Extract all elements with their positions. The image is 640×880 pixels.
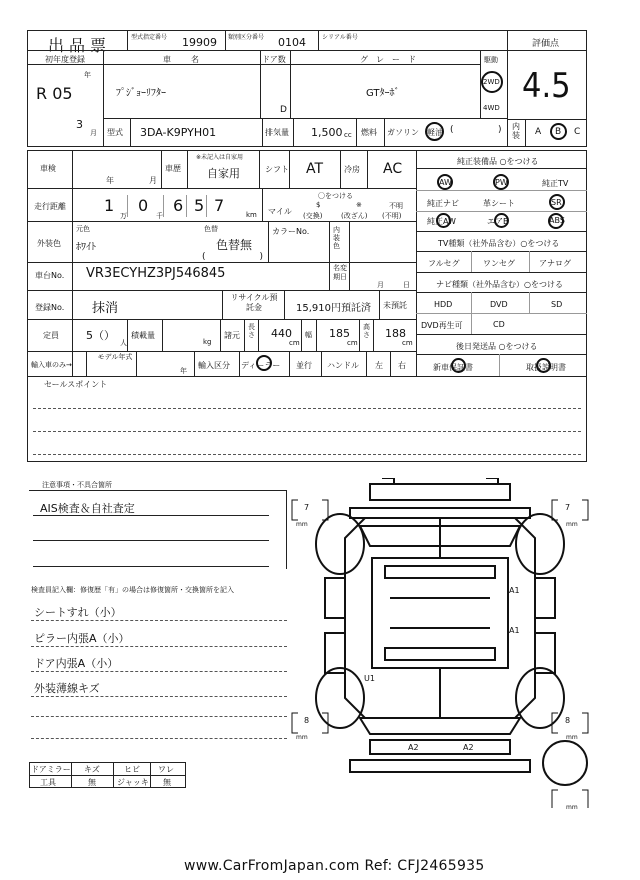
- first-reg-era: R 05: [36, 84, 73, 103]
- use-note: ※未記入は自家用: [196, 154, 244, 161]
- equip-title: 純正装備品 ○をつける: [457, 157, 539, 166]
- displacement-unit: cc: [344, 131, 352, 139]
- equip-aw2: 純正AW: [427, 217, 456, 226]
- tire-rr-mm: mm: [566, 734, 578, 741]
- len-unit: cm: [289, 339, 300, 347]
- grade-b: B: [555, 127, 562, 137]
- tire-rl-mm: mm: [296, 734, 308, 741]
- load-unit: kg: [203, 338, 212, 346]
- tools-r3: ジャッキ: [117, 778, 149, 787]
- shaken-year: 年: [106, 176, 114, 185]
- recycle-label: リサイクル預託金: [230, 293, 278, 312]
- notes-label: 注意事項・不具合箇所: [42, 481, 112, 489]
- sheet-title: 出品票: [48, 36, 112, 55]
- name-change-month: 月: [377, 281, 384, 289]
- grade-value: GTﾀｰﾎﾞ: [366, 88, 400, 99]
- name-change-day: 日: [403, 281, 410, 289]
- displacement-label: 排気量: [265, 128, 289, 137]
- sales-point-label: セールスポイント: [44, 380, 108, 389]
- grade-label: グレード: [360, 55, 424, 64]
- grade-a: A: [535, 127, 542, 137]
- tire-fr-mm: mm: [566, 521, 578, 528]
- use-label: 車歴: [165, 164, 181, 173]
- fuel-value: ガソリン: [387, 128, 419, 137]
- parallel-option: 並行: [296, 361, 312, 370]
- tv-analog: アナログ: [539, 259, 571, 268]
- shaken-month: 月: [149, 176, 157, 185]
- model-value: 3DA-K9PYH01: [140, 126, 217, 139]
- handle-right: 右: [398, 361, 406, 370]
- first-reg-label: 初年度登録: [45, 55, 85, 64]
- mileage-d3: 6: [173, 196, 184, 215]
- equip-airbag: エアB: [487, 217, 509, 226]
- km-unit: km: [246, 211, 257, 219]
- navi-cd: CD: [493, 320, 505, 329]
- score-label: 評価点: [532, 39, 560, 49]
- wid-value: 185: [329, 327, 350, 340]
- inspector-item-4: 外装薄線キズ: [34, 682, 100, 695]
- interior-color-label: 内装色: [333, 226, 340, 250]
- unknown-sub: (不明): [382, 212, 402, 220]
- first-reg-month: 3: [76, 118, 83, 131]
- use-value: 自家用: [207, 167, 240, 180]
- hgt-label: 高さ: [363, 323, 370, 339]
- ext-color-label: 外装色: [37, 239, 61, 248]
- navi-hdd: HDD: [434, 300, 453, 309]
- equip-sr-circle: [549, 194, 565, 210]
- tire-fl-mm: mm: [296, 521, 308, 528]
- navi-sd: SD: [551, 300, 563, 309]
- drive-2wd: 2WD: [483, 78, 500, 86]
- inspector-item-2: ピラー内張A（小）: [34, 632, 130, 645]
- equip-navi: 純正ナビ: [427, 199, 459, 208]
- navi-title: ナビ種類（社外品含む）○をつける: [436, 280, 563, 289]
- vin-label: 車台No.: [35, 271, 65, 280]
- model-year-label: モデル年式: [97, 353, 133, 361]
- recycle-unpaid: 未預託: [383, 301, 407, 310]
- tamper-label: 〇をつける: [318, 192, 353, 200]
- mileage-d4: 5: [194, 196, 205, 215]
- color-change-value: 色替無: [216, 238, 253, 252]
- mark-a2-right: A2: [463, 743, 474, 752]
- score-value: 4.5: [522, 66, 571, 106]
- tools-r4: 無: [163, 778, 171, 787]
- docs-manual: 取扱説明書: [526, 363, 566, 372]
- mark-a2-left: A2: [408, 743, 419, 752]
- model-year-unit: 年: [180, 367, 187, 375]
- car-name: ﾌﾟｼﾞｮｰﾘﾌﾀｰ: [116, 88, 166, 99]
- equip-pw: PW: [495, 178, 508, 187]
- navi-dvd: DVD: [490, 300, 508, 309]
- handle-label: ハンドル: [327, 361, 359, 370]
- equip-leather: 革シート: [483, 199, 515, 208]
- model-spec-label: 型式指定番号: [131, 34, 168, 41]
- inspector-label: 検査員記入欄：修復歴「有」の場合は修復箇所・交換箇所を記入: [31, 586, 234, 594]
- tools-h4: ワレ: [158, 765, 174, 774]
- docs-title: 後日発送品 ○をつける: [456, 342, 538, 351]
- drive-4wd: 4WD: [483, 104, 500, 112]
- tamper-mark: ※: [356, 201, 362, 209]
- dollar-sub: (交換): [303, 212, 323, 220]
- handle-left: 左: [375, 361, 383, 370]
- hgt-value: 188: [385, 327, 406, 340]
- equip-tv: 純正TV: [542, 179, 569, 188]
- car-damage-diagram: [290, 478, 590, 808]
- grade-c: C: [574, 127, 581, 137]
- drive-label: 駆動: [484, 56, 498, 64]
- tv-one: ワンセグ: [483, 259, 515, 268]
- grade-b-circle: [550, 123, 567, 140]
- fuel-alt: 軽油: [427, 128, 443, 137]
- tire-fl: 7: [304, 503, 310, 512]
- displacement-value: 1,500: [311, 126, 343, 139]
- wid-unit: cm: [347, 339, 358, 347]
- navi-dvdplay: DVD再生可: [421, 321, 463, 330]
- regno-label: 登録No.: [35, 303, 65, 312]
- vin-value: VR3ECYHZ3PJ546845: [86, 266, 226, 281]
- car-name-label: 車名: [163, 55, 219, 64]
- inspector-item-3: ドア内張A（小）: [34, 657, 119, 670]
- orig-color-label: 元色: [76, 225, 90, 233]
- tools-r2: 無: [88, 778, 96, 787]
- mark-u1: U1: [364, 674, 375, 683]
- equip-aw2-circle: [436, 213, 451, 228]
- door-value: D: [280, 105, 287, 115]
- equip-abs-circle: [548, 213, 564, 229]
- ac-value: AC: [383, 161, 403, 177]
- serial-label: シリアル番号: [322, 34, 358, 41]
- capacity-label: 定員: [43, 331, 59, 340]
- category-value: 0104: [278, 36, 306, 49]
- mileage-d5: 7: [214, 196, 225, 215]
- shift-label: シフト: [265, 165, 289, 174]
- note-item-1: AIS検査＆自社査定: [40, 502, 135, 515]
- equip-abs: ABS: [549, 216, 565, 225]
- model-spec-value: 19909: [182, 36, 217, 49]
- fuel-paren-close: ): [498, 125, 502, 135]
- color-no-label: カラーNo.: [272, 227, 310, 236]
- shift-value: AT: [306, 161, 324, 177]
- name-change-label: 名変期日: [333, 264, 347, 281]
- footer-text: www.CarFromJapan.com Ref: CFJ2465935: [184, 858, 485, 874]
- interior-grade-label: 内装: [512, 122, 520, 140]
- docs-warranty-circle: [451, 358, 466, 373]
- dollar-label: $: [316, 201, 321, 209]
- drive-2wd-circle: [481, 71, 503, 93]
- mileage-d2: 0: [138, 196, 149, 215]
- tools-h1: ドアミラー: [31, 765, 71, 774]
- tv-title: TV種類（社外品含む）○をつける: [438, 239, 560, 248]
- ac-label: 冷房: [344, 165, 360, 174]
- tools-r1: 工具: [40, 778, 56, 787]
- tamper-sub: (改ざん): [341, 212, 368, 220]
- import-label: 輸入車のみ→: [31, 361, 72, 369]
- regno-value: 抹消: [92, 301, 119, 316]
- load-label: 積載量: [131, 331, 155, 340]
- dealer-option: ディーラー: [241, 361, 281, 370]
- mark-a1-lower: A1: [509, 626, 520, 635]
- len-value: 440: [271, 327, 292, 340]
- docs-warranty: 新車保証書: [433, 363, 473, 372]
- mileage-d1: 1: [104, 196, 115, 215]
- color-change-top: 色替: [204, 225, 218, 233]
- hgt-unit: cm: [402, 339, 413, 347]
- tools-h3: ヒビ: [124, 765, 140, 774]
- import-class-label: 輸入区分: [198, 361, 230, 370]
- equip-sr: SR: [551, 198, 562, 207]
- len-label: 長さ: [248, 323, 255, 339]
- equip-airbag-circle: [494, 213, 509, 228]
- wid-label: 幅: [305, 331, 312, 339]
- tv-full: フルセグ: [428, 259, 460, 268]
- equip-pw-circle: [493, 174, 509, 190]
- fuel-alt-circle: [425, 122, 444, 141]
- capacity-value: 5（）: [86, 329, 115, 342]
- inspector-item-1: シートすれ（小）: [34, 606, 122, 619]
- sen-unit: 千: [156, 212, 163, 220]
- tire-fr: 7: [565, 503, 571, 512]
- door-label: ドア数: [262, 55, 286, 64]
- shaken-label: 車検: [40, 164, 56, 173]
- mark-a1-upper: A1: [509, 586, 520, 595]
- fuel-paren-open: (: [450, 125, 454, 135]
- color-paren: ( ): [202, 252, 264, 262]
- tire-spare-mm: mm: [566, 804, 578, 811]
- year-unit: 年: [84, 71, 91, 79]
- equip-aw-circle: [437, 174, 453, 190]
- fuel-label: 燃料: [361, 128, 377, 137]
- capacity-unit: 人: [120, 339, 127, 347]
- category-label: 類別区分番号: [228, 34, 265, 41]
- recycle-value: 15,910円預託済: [296, 303, 371, 314]
- orig-color-value: ﾎﾜｲﾄ: [76, 242, 96, 253]
- dim-label: 諸元: [224, 331, 240, 340]
- equip-aw: AW: [439, 178, 452, 187]
- man-unit: 万: [120, 212, 127, 220]
- tire-rr: 8: [565, 716, 571, 725]
- month-unit: 月: [90, 129, 97, 137]
- tire-rl: 8: [304, 716, 310, 725]
- mile-label: マイル: [268, 207, 292, 216]
- mileage-label: 走行距離: [34, 202, 66, 211]
- unknown-label: 不明: [389, 202, 403, 210]
- docs-manual-circle: [536, 358, 551, 373]
- tools-h2: キズ: [84, 765, 100, 774]
- dealer-circle: [256, 355, 272, 371]
- model-label: 型式: [107, 128, 123, 137]
